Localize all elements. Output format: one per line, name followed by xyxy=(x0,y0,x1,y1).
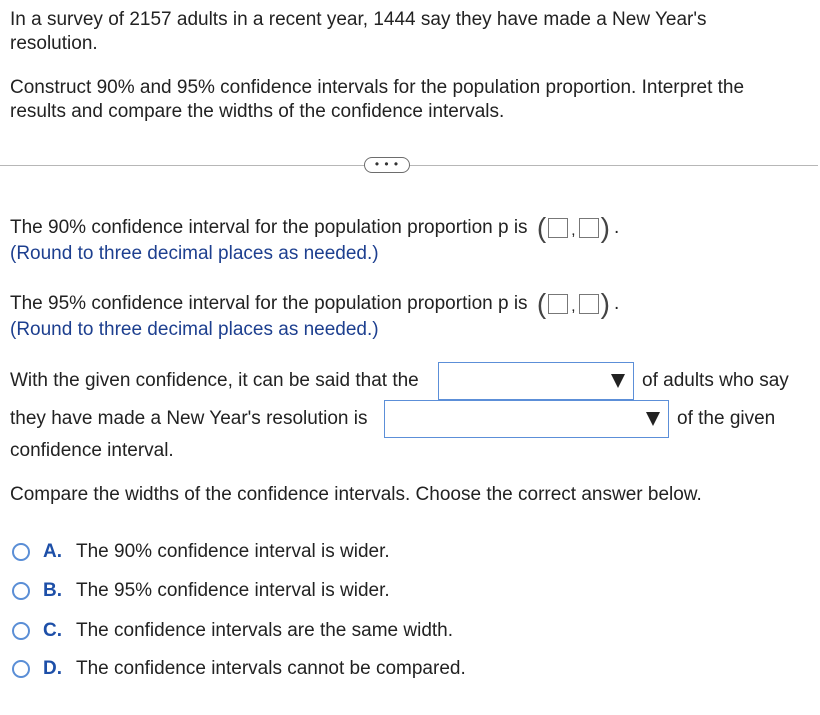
compare-prompt: Compare the widths of the confidence intervals. Choose the correct answer below. xyxy=(10,484,702,505)
radio-icon[interactable] xyxy=(12,582,30,600)
radio-icon[interactable] xyxy=(12,622,30,640)
option-b[interactable] xyxy=(12,578,390,604)
option-a[interactable] xyxy=(12,539,390,565)
option-a-letter: A. xyxy=(43,541,62,562)
ci95-comma: , xyxy=(571,298,576,315)
dropdown-arrow-icon xyxy=(611,374,625,388)
ci90-close-paren: ) xyxy=(600,212,610,243)
show-more-button[interactable]: • • • xyxy=(364,157,410,173)
option-a-text: The 90% confidence interval is wider. xyxy=(76,541,390,562)
ci90-line xyxy=(10,212,620,243)
question-task: Construct 90% and 95% confidence intervals for the population proportion. Interpret the results and compare the widths of the confidence intervals. xyxy=(10,77,745,122)
ci95-lower-input[interactable] xyxy=(548,294,568,314)
ci95-upper-input[interactable] xyxy=(579,294,599,314)
option-d-letter: D. xyxy=(43,658,62,679)
ci90-period: . xyxy=(613,217,620,238)
ci95-hint: (Round to three decimal places as needed.) xyxy=(10,319,379,340)
ci95-period: . xyxy=(613,293,620,314)
ci95-open-paren: ( xyxy=(536,288,547,319)
interp-text-3: they have made a New Year's resolution is xyxy=(10,408,368,429)
option-b-text: The 95% confidence interval is wider. xyxy=(76,580,390,601)
interp-text-5: confidence interval. xyxy=(10,440,174,461)
ci95-close-paren: ) xyxy=(600,288,610,319)
option-d-text: The confidence intervals cannot be compared. xyxy=(76,658,466,679)
interp-dropdown-2[interactable] xyxy=(384,400,669,438)
dropdown-arrow-icon xyxy=(646,412,660,426)
ci95-label: The 95% confidence interval for the population proportion p is xyxy=(10,293,528,315)
ci95-line xyxy=(10,288,620,319)
ci90-label: The 90% confidence interval for the population proportion p is xyxy=(10,217,528,239)
option-c-letter: C. xyxy=(43,620,62,641)
option-c[interactable] xyxy=(12,618,453,644)
option-b-letter: B. xyxy=(43,580,62,601)
interp-dropdown-1[interactable] xyxy=(438,362,634,400)
ci90-interval xyxy=(536,212,620,243)
option-c-text: The confidence intervals are the same width. xyxy=(76,620,454,641)
radio-icon[interactable] xyxy=(12,543,30,561)
interp-text-4: of the given xyxy=(677,408,776,429)
ci90-hint: (Round to three decimal places as needed.) xyxy=(10,243,379,264)
ci90-upper-input[interactable] xyxy=(579,218,599,238)
ci95-interval xyxy=(536,288,620,319)
interp-text-2: of adults who say xyxy=(642,370,789,391)
ci90-lower-input[interactable] xyxy=(548,218,568,238)
radio-icon[interactable] xyxy=(12,660,30,678)
option-d[interactable] xyxy=(12,656,466,682)
ci90-comma: , xyxy=(571,222,576,239)
interp-text-1: With the given confidence, it can be said that the xyxy=(10,370,419,391)
question-intro: In a survey of 2157 adults in a recent year, 1444 say they have made a New Year's resolution. xyxy=(10,9,707,54)
ci90-open-paren: ( xyxy=(536,212,547,243)
